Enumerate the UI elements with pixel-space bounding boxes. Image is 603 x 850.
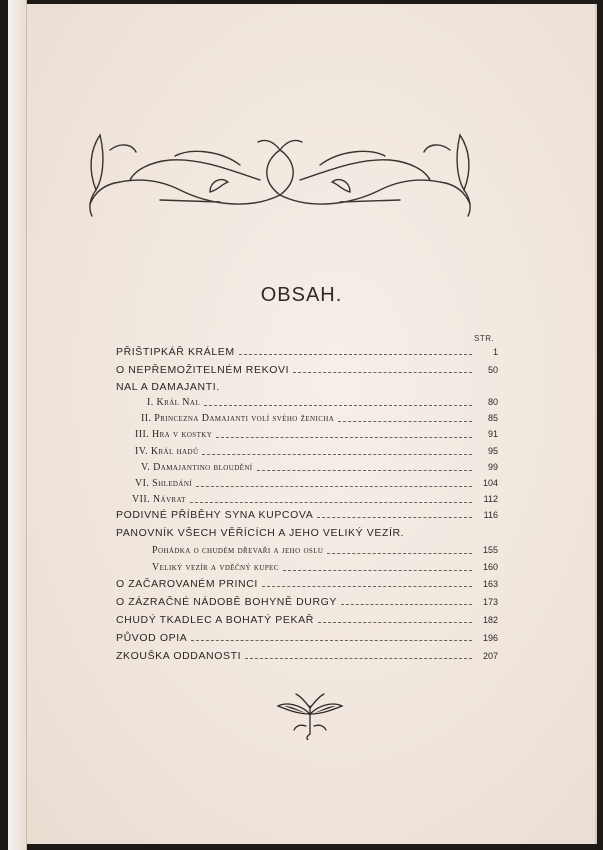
toc-entry (116, 364, 498, 376)
toc-entry-page: 91 (487, 429, 498, 439)
toc-entry (152, 562, 498, 573)
leader-dots (257, 469, 472, 471)
toc-entry-page: 160 (482, 562, 498, 572)
toc-entry-title: NAL A DAMAJANTI. (116, 381, 220, 393)
leader-dots (318, 621, 472, 623)
toc-entry (116, 596, 498, 608)
leader-dots (338, 420, 472, 422)
toc-entry-page: 85 (487, 413, 498, 423)
leader-dots (327, 552, 472, 554)
toc-entry (152, 545, 498, 556)
leader-dots (283, 569, 472, 571)
toc-entry (135, 478, 498, 489)
toc-entry-title: II. Princezna Damajanti volí svého ženicha (141, 413, 335, 424)
toc-entry (116, 381, 498, 393)
toc-entry (116, 509, 498, 521)
toc-entry-title: VI. Shledání (135, 478, 193, 489)
leader-dots (196, 485, 472, 487)
toc-entry-title: IV. Král hadů (135, 446, 199, 457)
toc-entry-title: Veliký vezír a vděčný kupec (152, 562, 279, 573)
toc-entry-page: 80 (487, 397, 498, 407)
toc-entry-title: O ZAČAROVANÉM PRINCI (116, 578, 258, 590)
toc-entry (116, 578, 498, 590)
toc-entry-title: Pohádka o chudém dřevaři a jeho oslu (152, 545, 324, 556)
toc-entry-title: V. Damajantino bloudění (141, 462, 253, 473)
toc-entry-page: 95 (487, 446, 498, 456)
leader-dots (341, 603, 472, 605)
toc-entry-page: 50 (487, 365, 498, 375)
book-spine (8, 0, 27, 850)
leader-dots (191, 639, 472, 641)
toc-entry-page: 112 (483, 494, 498, 504)
toc-entry (116, 632, 498, 644)
toc-entry-page: 99 (487, 462, 498, 472)
toc-entry-title: PANOVNÍK VŠECH VĚŘÍCÍCH A JEHO VELIKÝ VEZÍR. (116, 527, 405, 539)
page-column-label: STR. (474, 334, 495, 343)
toc-entry-title: PODIVNÉ PŘÍBĚHY SYNA KUPCOVA (116, 509, 314, 521)
leader-dots (204, 404, 472, 406)
leader-dots (245, 657, 472, 659)
toc-entry-page: 1 (492, 347, 498, 357)
toc-entry-page: 155 (482, 545, 498, 555)
toc-entry-page: 207 (482, 651, 498, 661)
art-nouveau-ornament (60, 120, 500, 220)
toc-entry-page: 163 (482, 579, 498, 589)
leader-dots (293, 371, 472, 373)
leader-dots (239, 353, 472, 355)
toc-entry-page: 173 (482, 597, 498, 607)
toc-entry (116, 527, 498, 539)
toc-entry (141, 413, 498, 424)
toc-entry-page: 182 (482, 615, 498, 625)
toc-entry-page: 104 (482, 478, 498, 488)
toc-entry (116, 346, 498, 358)
leader-dots (216, 436, 472, 438)
toc-entry-title: III. Hra v kostky (135, 429, 213, 440)
toc-entry-title: I. Král Nal (147, 397, 201, 408)
page-title: OBSAH. (260, 284, 343, 306)
toc-entry (116, 614, 498, 626)
toc-entry-title: ZKOUŠKA ODDANOSTI (116, 650, 242, 662)
toc-entry (147, 397, 498, 408)
leader-dots (262, 585, 472, 587)
leaf-ornament (270, 690, 350, 740)
toc-entry-title: O ZÁZRAČNÉ NÁDOBĚ BOHYNĚ DURGY (116, 596, 338, 608)
leader-dots (317, 516, 472, 518)
toc-entry-title: PŮVOD OPIA (116, 632, 188, 644)
toc-entry-page: 196 (482, 633, 498, 643)
toc-entry-page: 116 (483, 510, 498, 520)
toc-entry-title: CHUDÝ TKADLEC A BOHATÝ PEKAŘ (116, 614, 314, 626)
toc-entry (132, 494, 498, 505)
leader-dots (190, 501, 472, 503)
toc-entry-title: O NEPŘEMOŽITELNÉM REKOVI (116, 364, 290, 376)
toc-entry (141, 462, 498, 473)
toc-entry (135, 446, 498, 457)
toc-entry-title: PŘIŠTIPKÁŘ KRÁLEM (116, 346, 235, 358)
toc-entry-title: VII. Návrat (132, 494, 186, 505)
toc-entry (135, 429, 498, 440)
leader-dots (202, 453, 472, 455)
toc-entry (116, 650, 498, 662)
